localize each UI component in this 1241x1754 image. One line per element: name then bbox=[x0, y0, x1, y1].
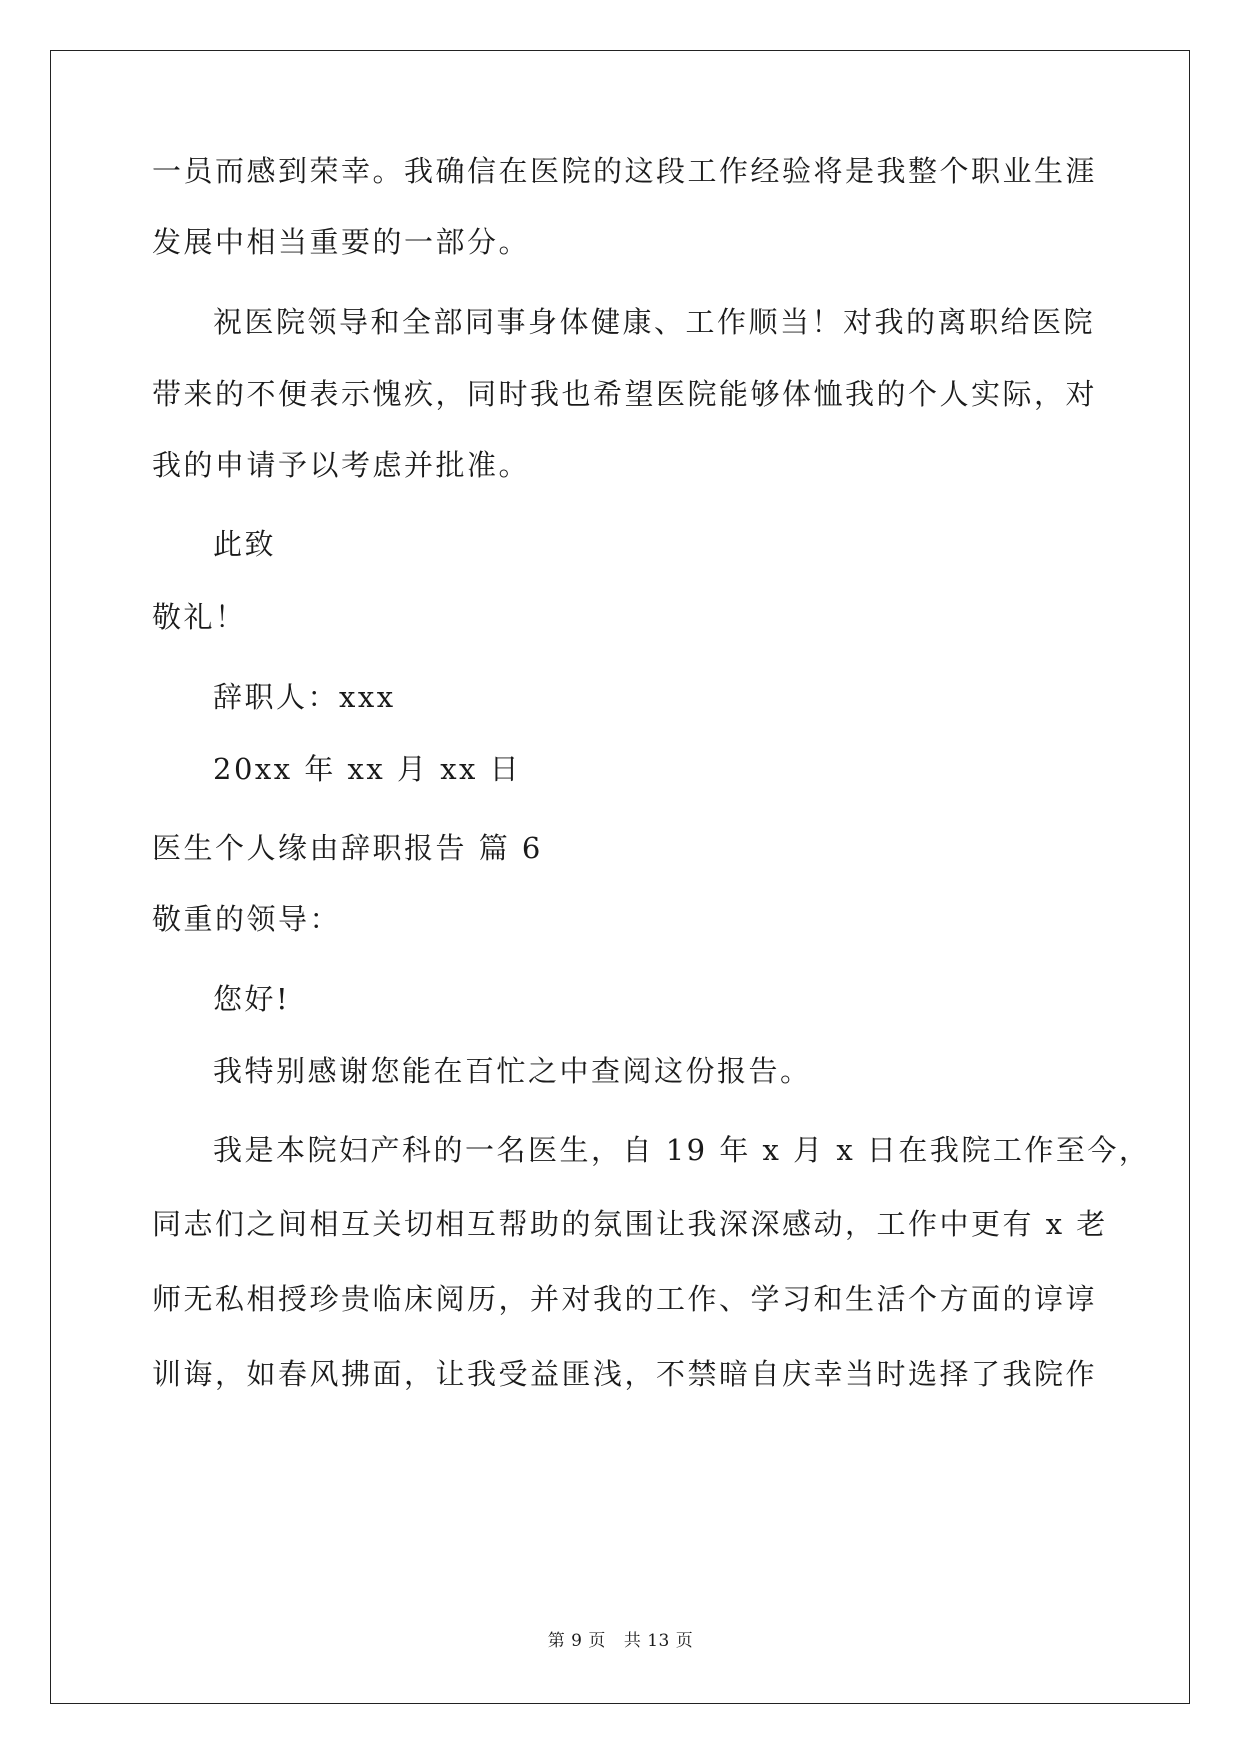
page-footer bbox=[0, 1626, 1241, 1651]
hello-line: 您好! bbox=[213, 982, 291, 1016]
page-number-current: 第 9 页 bbox=[547, 1631, 606, 1651]
greeting-line: 敬重的领导： bbox=[152, 902, 342, 936]
body-line-16: 师无私相授珍贵临床阅历，并对我的工作、学习和生活个方面的谆谆 bbox=[152, 1282, 1098, 1316]
closing-salutation: 此致 bbox=[213, 527, 277, 561]
body-line-15: 同志们之间相互关切相互帮助的氛围让我深深感动，工作中更有 x 老 bbox=[152, 1207, 1108, 1241]
body-line-14: 我是本院妇产科的一名医生，自 19 年 x 月 x 日在我院工作至今， bbox=[213, 1133, 1151, 1167]
body-line-17: 训诲，如春风拂面，让我受益匪浅，不禁暗自庆幸当时选择了我院作 bbox=[152, 1357, 1098, 1391]
section-heading: 医生个人缘由辞职报告 篇 6 bbox=[152, 831, 543, 865]
signature-line: 辞职人：xxx bbox=[213, 680, 396, 714]
body-line-13: 我特别感谢您能在百忙之中查阅这份报告。 bbox=[213, 1054, 812, 1088]
body-line-4: 带来的不便表示愧疚，同时我也希望医院能够体恤我的个人实际，对 bbox=[152, 377, 1098, 411]
body-line-2: 发展中相当重要的一部分。 bbox=[152, 225, 531, 259]
closing-regards: 敬礼！ bbox=[152, 600, 247, 634]
date-line: 20xx 年 xx 月 xx 日 bbox=[213, 752, 522, 786]
page-number-total: 共 13 页 bbox=[623, 1631, 694, 1651]
body-line-1: 一员而感到荣幸。我确信在医院的这段工作经验将是我整个职业生涯 bbox=[152, 154, 1098, 188]
body-line-5: 我的申请予以考虑并批准。 bbox=[152, 448, 531, 482]
page-border bbox=[50, 50, 1190, 1704]
body-line-3: 祝医院领导和全部同事身体健康、工作顺当！对我的离职给医院 bbox=[213, 305, 1096, 339]
